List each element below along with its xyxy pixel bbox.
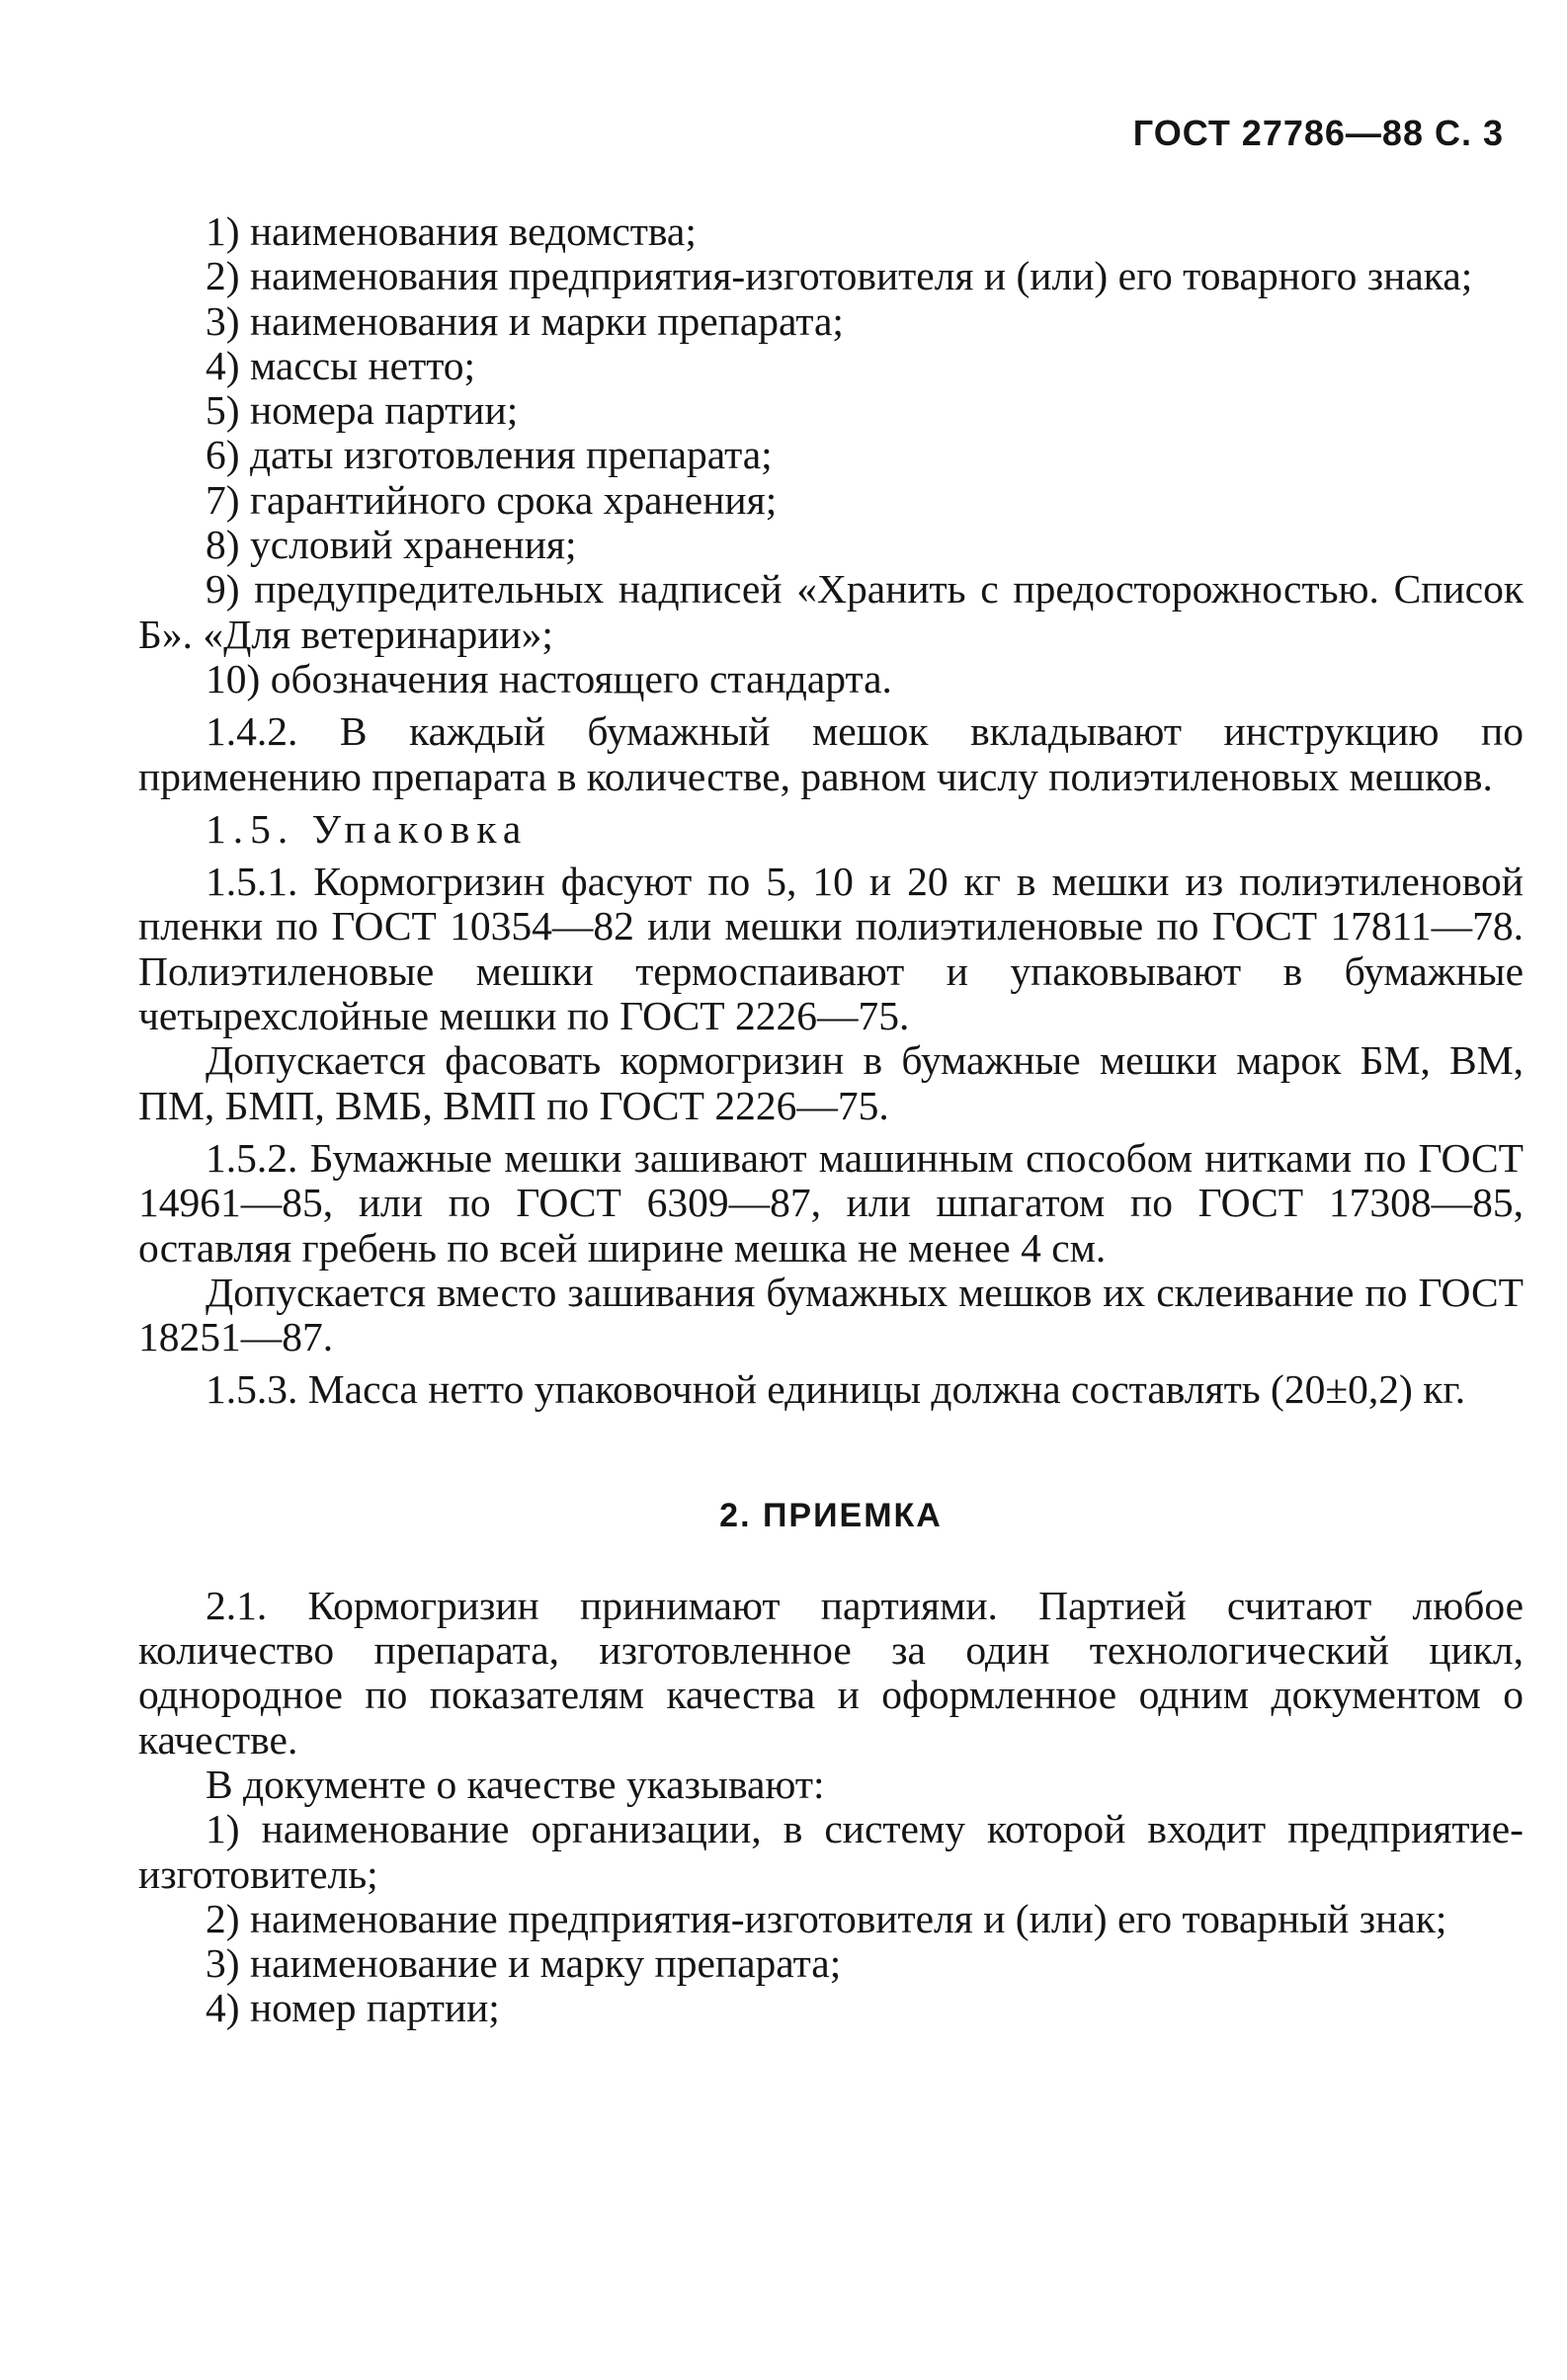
page-header: ГОСТ 27786—88 С. 3 [1132, 113, 1504, 153]
list-item: 3) наименование и марку препарата; [206, 1940, 842, 1987]
paragraph: 1.5.1. Кормогризин фасуют по 5, 10 и 20 кг в мешки из полиэтиленовой пленки по ГОСТ 10354—82 или мешки полиэтиленовые по ГОСТ 17811—78. Полиэтиленовые мешки термоспаивают и упаковывают в бумажные четырехслойные мешки по ГОСТ 2226—75. [138, 859, 1524, 1039]
list-item: 6) даты изготовления препарата; [206, 432, 773, 478]
paragraph: 1.5.2. Бумажные мешки зашивают машинным способом нитками по ГОСТ 14961—85, или по ГОСТ 6309—87, или шпагатом по ГОСТ 17308—85, оставляя гребень по всей ширине мешка не менее 4 см. [138, 1134, 1524, 1271]
paragraph: Допускается вместо зашивания бумажных мешков их склеивание по ГОСТ 18251—87. [138, 1269, 1524, 1360]
list-item: 5) номера партии; [206, 387, 519, 434]
list-item: 4) номер партии; [206, 1985, 500, 2031]
list-item: 2) наименования предприятия-изготовителя и (или) его товарного знака; [206, 253, 1473, 299]
list-item: 4) массы нетто; [206, 342, 476, 388]
list-item: 9) предупредительных надписей «Хранить с предосторожностью. Список Б». «Для ветеринарии»; [138, 566, 1524, 657]
list-item: 2) наименование предприятия-изготовителя и (или) его товарный знак; [206, 1895, 1447, 1941]
list-item: 10) обозначения настоящего стандарта. [206, 655, 892, 701]
paragraph: Допускается фасовать кормогризин в бумажные мешки марок БМ, ВМ, ПМ, БМП, ВМБ, ВМП по ГОСТ 2226—75. [138, 1037, 1524, 1128]
paragraph: 1.5.3. Масса нетто упаковочной единицы должна составлять (20±0,2) кг. [206, 1366, 1466, 1413]
section-title: 2. ПРИЕМКА [719, 1496, 943, 1534]
subsection-heading: 1.5. Упаковка [206, 805, 529, 852]
list-item: 1) наименование организации, в систему которой входит предприятие-изготовитель; [138, 1806, 1524, 1897]
list-item: 7) гарантийного срока хранения; [206, 476, 778, 523]
paragraph: 1.4.2. В каждый бумажный мешок вкладывают инструкцию по применению препарата в количестве, равном числу полиэтиленовых мешков. [138, 708, 1524, 799]
list-item: 1) наименования ведомства; [206, 208, 697, 254]
paragraph: 2.1. Кормогризин принимают партиями. Партией считают любое количество препарата, изготовленное за один технологический цикл, однородное по показателям качества и оформленное одним документом о качестве. [138, 1582, 1524, 1763]
list-item: 8) условий хранения; [206, 522, 577, 568]
paragraph: В документе о качестве указывают: [206, 1761, 825, 1807]
document-body [138, 209, 1524, 2031]
list-item: 3) наименования и марки препарата; [206, 297, 844, 344]
